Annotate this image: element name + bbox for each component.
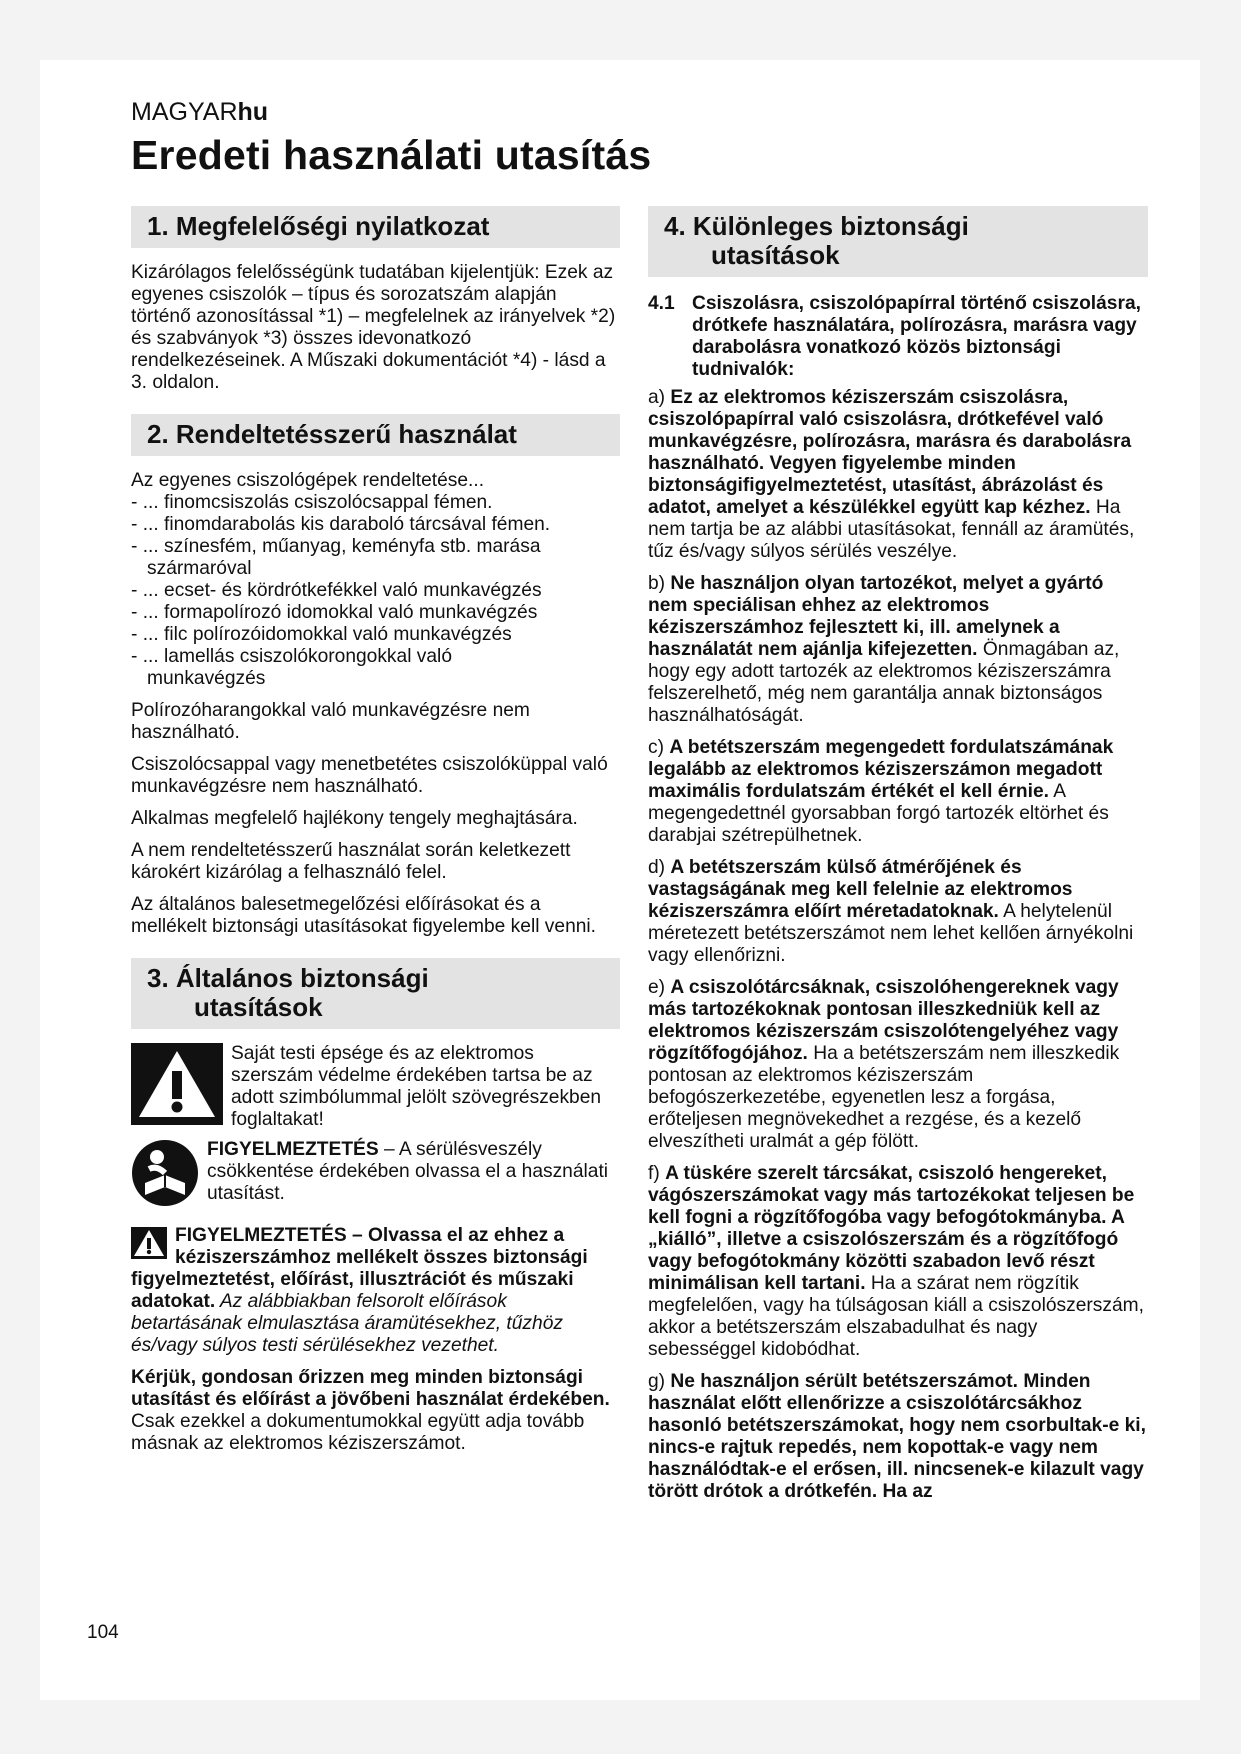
list-item: - ... színesfém, műanyag, keményfa stb. marása bbox=[131, 536, 541, 557]
page-title: Eredeti használati utasítás bbox=[131, 132, 652, 178]
declaration-text: Kizárólagos felelősségünk tudatában kijelentjük: Ezek az egyenes csiszolók – típus és sorozatszám alapján történő azonosítással *1) – megfelelnek az irányelvek *2) és szabványok *3) összes idevonatkozó rendelkezéseinek. A Műszaki dokumentációt *4) - lásd a 3. oldalon. bbox=[131, 262, 616, 393]
list-item: - ... ecset- és kördrótkefékkel való munkavégzés bbox=[131, 580, 542, 601]
list-item: - ... finomdarabolás kis daraboló tárcsával fémen. bbox=[131, 514, 551, 535]
safety-item-b: b) Ne használjon olyan tartozékot, melyet a gyártó nem speciálisan ehhez az elektromos kéziszerszámhoz fejlesztett ki, ill. amelynek a használatát nem ajánlja kifejezetten. Önmagában az, hogy egy adott tartozék az elektromos kéziszerszámra felszerelhető, még nem garantálja annak biztonságos használhatóságát. bbox=[648, 573, 1120, 726]
warning-triangle-icon bbox=[131, 1043, 223, 1131]
section-2-heading: 2. Rendeltetésszerű használat bbox=[131, 414, 620, 456]
page-number: 104 bbox=[87, 1622, 119, 1643]
safety-item-c: c) A betétszerszám megengedett fordulatszámának legalább az elektromos kéziszerszámon megadott maximális fordulatszám értékét el kell érnie. A megengedettnél gyorsabban forgó tartozék eltörhet és darabjai szétrepülhetnek. bbox=[648, 737, 1114, 846]
list-item: - ... formapolírozó idomokkal való munkavégzés bbox=[131, 602, 538, 623]
read-manual-text: FIGYELMEZTETÉS – A sérülésveszély csökkentése érdekében olvassa el a használati utasítást. bbox=[207, 1139, 609, 1204]
section-3-heading: 3. Általános biztonsági utasítások bbox=[131, 958, 620, 1029]
list-item: szármaróval bbox=[147, 558, 252, 579]
paragraph: A nem rendeltetésszerű használat során keletkezett károkért kizárólag a felhasználó felel. bbox=[131, 840, 571, 883]
left-column bbox=[131, 206, 620, 1465]
warning-symbol-note bbox=[131, 1043, 620, 1131]
list-item: - ... filc polírozóidomokkal való munkavégzés bbox=[131, 624, 512, 645]
list-intro: Az egyenes csiszológépek rendeltetése... bbox=[131, 470, 485, 491]
paragraph: Polírozóharangokkal való munkavégzésre nem használható. bbox=[131, 700, 530, 743]
safety-item-a: a) Ez az elektromos kéziszerszám csiszolásra, csiszolópapírral való csiszolásra, drótkefével való munkavégzésre, polírozásra, marásra és darabolásra használható. Vegyen figyelembe minden biztonságifigyelmeztetést, utasítást, ábrázolást és adatot, amelyet a készülékkel együtt kap kézhez. Ha nem tartja be az alábbi utasításokat, fennáll az áramütés, tűz és/vagy súlyos sérülés veszélye. bbox=[648, 387, 1135, 562]
safety-item-e: e) A csiszolótárcsáknak, csiszolóhengereknek vagy más tartozékoknak pontosan illeszkedniük kell az elektromos kéziszerszám csiszolótengelyéhez vagy rögzítőfogójához. Ha a betétszerszám nem illeszkedik pontosan az elektromos kéziszerszám befogószerkezetébe, egyenetlen lesz a forgása, erőteljesen megnövekedhet a rezgése, és a kezelő elveszítheti uralmát a gép fölött. bbox=[648, 977, 1120, 1152]
subsection-4-1-heading: 4.1 Csiszolásra, csiszolópapírral történő csiszolásra, drótkefe használatára, polírozásra, marásra vagy darabolásra vonatkozó közös biztonsági tudnivalók: bbox=[648, 293, 1141, 380]
keep-instructions: Kérjük, gondosan őrizzen meg minden biztonsági utasítást és előírást a jövőbeni használat érdekében. Csak ezekkel a dokumentumokkal együtt adja tovább másnak az elektromos kéziszerszámot. bbox=[131, 1367, 610, 1454]
safety-item-g: g) Ne használjon sérült betétszerszámot. Minden használat előtt ellenőrizze a csiszolótárcsákhoz hasonló betétszerszámokat, hogy nem csorbultak-e ki, nincs-e rajtuk repedés, nem kopottak-e vagy nem használódtak-e el erősen, ill. nincsenek-e kilazult vagy törött drótok a drótkefén. Ha az bbox=[648, 1371, 1146, 1502]
list-item: - ... finomcsiszolás csiszolócsappal fémen. bbox=[131, 492, 493, 513]
read-manual-note bbox=[131, 1139, 620, 1213]
paragraph: Az általános balesetmegelőzési előírásokat és a mellékelt biztonsági utasításokat figyelembe kell venni. bbox=[131, 894, 597, 937]
safety-item-d: d) A betétszerszám külső átmérőjének és vastagságának meg kell felelnie az elektromos kéziszerszámra előírt méretadatoknak. A helytelenül méretezett betétszerszámot nem lehet kellően árnyékolni vagy ellenőrizni. bbox=[648, 857, 1134, 966]
section-4-heading: 4. Különleges biztonsági utasítások bbox=[648, 206, 1148, 277]
read-manual-icon bbox=[131, 1139, 199, 1213]
list-item: munkavégzés bbox=[147, 668, 266, 689]
right-column bbox=[648, 206, 1148, 1513]
warning-triangle-icon bbox=[131, 1227, 167, 1265]
intended-use-list bbox=[131, 470, 620, 690]
language-label: MAGYARhu bbox=[131, 98, 269, 126]
general-warning: FIGYELMEZTETÉS – Olvassa el az ehhez a kéziszerszámhoz mellékelt összes biztonsági figyelmeztetést, előírást, illusztrációt és műszaki adatokat. Az alábbiakban felsorolt előírások betartásának elmulasztása áramütésekhez, tűzhöz és/vagy súlyos testi sérülésekhez vezethet. bbox=[131, 1225, 588, 1356]
list-item: - ... lamellás csiszolókorongokkal való bbox=[131, 646, 452, 667]
paragraph: Csiszolócsappal vagy menetbetétes csiszolóküppal való munkavégzésre nem használható. bbox=[131, 754, 608, 797]
section-1-heading: 1. Megfelelőségi nyilatkozat bbox=[131, 206, 620, 248]
paragraph: Alkalmas megfelelő hajlékony tengely meghajtására. bbox=[131, 808, 578, 829]
safety-item-f: f) A tüskére szerelt tárcsákat, csiszoló hengereket, vágószerszámokat vagy más tartozékokat teljesen be kell fogni a rögzítőfogóba vagy befogótokmányba. A „kiálló”, illetve a csiszolószerszám és a rögzítőfogó vagy befogótokmány közötti szabadon levő részt minimálisan kell tartani. Ha a szárat nem rögzítik megfelelően, vagy ha túlságosan kiáll a csiszolószerszám, akkor a betétszerszám elszabadulhat és nagy sebességgel kidobódhat. bbox=[648, 1163, 1144, 1360]
symbol-explanation: Saját testi épsége és az elektromos szerszám védelme érdekében tartsa be az adott szimbólummal jelölt szövegrészekben foglaltakat! bbox=[231, 1043, 602, 1130]
